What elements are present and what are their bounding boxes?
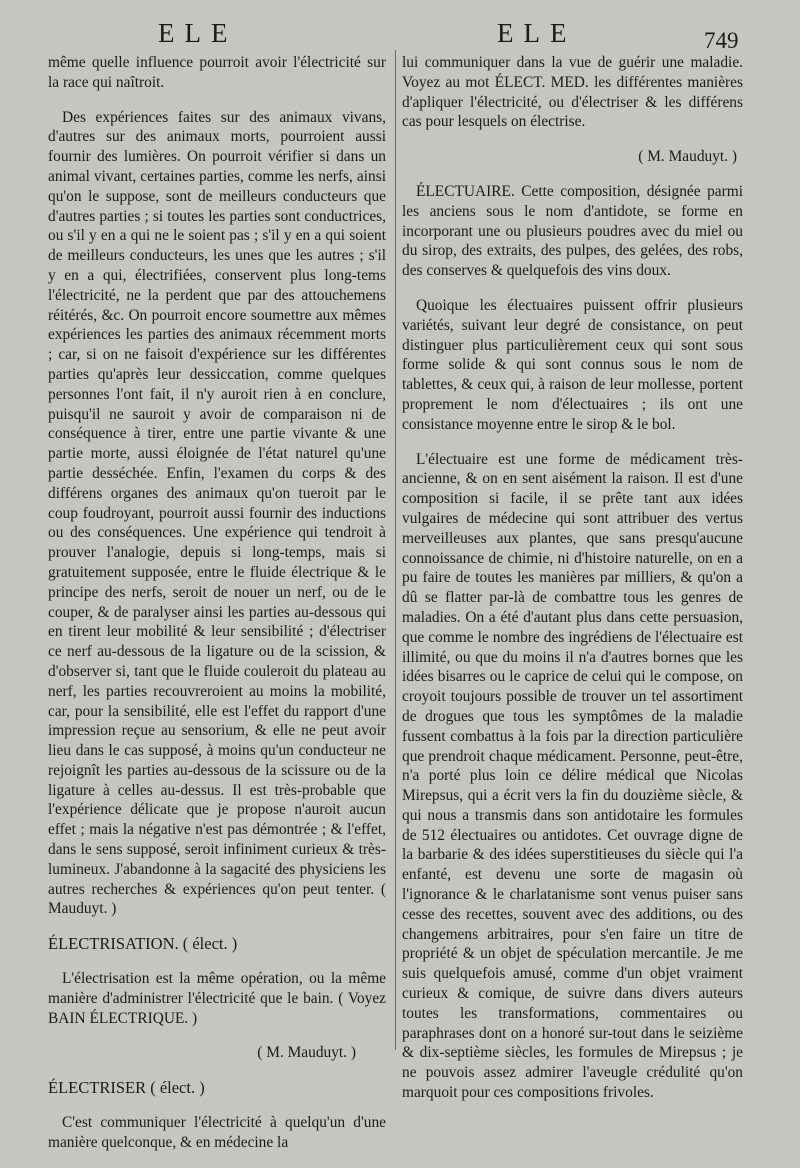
page-number: 749 <box>704 28 739 53</box>
right-column <box>402 53 743 1118</box>
heading-electrisation: ÉLECTRISATION. ( élect. ) <box>48 934 238 954</box>
paragraph-electriser-continued: lui communiquer dans la vue de guérir une maladie. Voyez au mot ÉLECT. MED. les différentes manières d'apliquer l'électricité, ou d'électriser & les différens cas pour lesquels on électrise. <box>402 54 743 131</box>
running-header-left: ELE <box>158 18 238 48</box>
signature-mauduyt-2: ( M. Mauduyt. ) <box>638 148 737 166</box>
paragraph-electuaire-histoire: L'électuaire est une forme de médicament très-ancienne, & on en sent aisément la raison. Il est d'une composition si facile, il se prête tant aux idées vulgaires de médecine qui sont attribuer des vertus merveilleuses aux plantes, que sans presqu'aucune connoissance de chimie, ni d'histoire naturelle, on en a pu faire de toutes les manières par milliers, & qu'on a dû se flatter par-là de combattre tous les genres de maladies. On a été d'autant plus dans cette persuasion, que comme le nombre des ingrédiens de l'électuaire est illimité, ou que du moins il n'a d'autres bornes que les idées bisarres ou le caprice de celui qui le compose, on croyoit toujours possible de trouver un tel assortiment de drogues que tous les symptômes de la maladie fussent combattus à la fois par la direction particulière que prendroit chaque médicament. Personne, peut-être, n'a porté plus loin ce délire médical que Nicolas Mirepsus, qui a écrit vers la fin du douzième siècle, & qui nous a transmis dans son antidotaire les formules de 512 électuaires ou antidotes. Cet ouvrage digne de la barbarie & des idées superstitieuses du siècle qui l'a enfanté, est devenu une sorte de magasin où l'ignorance & le charlatanisme sont venus puiser sans cesse des recettes, souvent avec des additions, ou des changemens arbitraires, pour s'en faire un titre de propriété & un objet de spéculation mercantile. Je me suis quelquefois amusé, comme d'un objet vraiment curieux & comique, de suivre dans divers auteurs toutes les transformations, commentaires ou paraphrases dont on a honoré sur-tout dans le seizième & dix-septième siècles, les formules de Mirepsus ; je ne pouvois assez admirer l'aveugle crédulité qu'on marquoit pour ces compositions frivoles. <box>402 450 743 1102</box>
column-divider <box>395 50 396 1050</box>
paragraph-electuaire-definition: ÉLECTUAIRE. Cette composition, désignée parmi les anciens sous le nom d'antidote, se forme en incorporant une ou plusieurs poudres avec du miel ou du sirop, des extraits, des pulpes, des gelées, des robs, des conserves & quelquefois des vins doux. <box>402 182 743 280</box>
left-column <box>48 53 386 1168</box>
paragraph-electrisation: L'électrisation est la même opération, ou la même manière d'administrer l'électricité que le bain. ( Voyez BAIN ÉLECTRIQUE. ) <box>48 970 386 1027</box>
heading-electriser: ÉLECTRISER ( élect. ) <box>48 1078 205 1098</box>
paragraph-experiences: Des expériences faites sur des animaux vivans, d'autres sur des animaux morts, pourroient aussi fournir des lumières. On pourroit vérifier si dans un animal vivant, certaines parties, comme les nerfs, ainsi qu'on le suppose, sont de meilleurs conducteurs que d'autres parties ; si toutes les parties sont conductrices, ou s'il y en a qui ne le soient pas ; s'il y en a qui soient de meilleurs conducteurs, les unes que les autres ; s'il y en a qui, électrifiées, conservent plus long-tems l'électricité, ne la perdent que par des attouchemens réitérés, &c. On pourroit encore soumettre aux mêmes expériences les parties des animaux récemment morts ; car, si on ne faisoit d'expérience sur les différentes parties qu'après leur dessiccation, comme quelques personnes l'ont fait, il n'y auroit rien à en conclure, puisqu'il ne sauroit y avoir de comparaison ni de conséquence à tirer, entre une partie vivante & une partie morte, aussi éloignée de l'état naturel qu'une partie desséchée. Enfin, l'examen du corps & des différens organes des animaux qu'on tueroit par le coup foudroyant, pourroit aussi fournir des inductions ou des conséquences. Une expérience qui tendroit à prouver l'analogie, depuis si long-temps, mais si gratuitement supposée, entre le fluide électrique & le principe des nerfs, seroit de nouer un nerf, ou de le couper, & de paralyser ainsi les parties au-dessous qui en tirent leur mobilité & leur sensibilité ; d'électriser ce nerf au-dessous de la ligature ou de la scission, & d'observer si, tant que le fluide couleroit du plateau au nerf, les parties recouvreroient au moins la mobilité, car, pour la sensibilité, elle est l'effet du rapport d'une impression reçue au sensorium, & elle ne peut avoir lieu dans le cas supposé, à moins qu'un conducteur ne rejoignît les parties au-dessous de la scissure ou de la ligature à celles au-dessus. Il est très-probable que l'expérience délicate que je propose n'auroit aucun effet ; mais la négative n'est pas démontrée ; & l'effet, dans le sens supposé, seroit infiniment curieux & très-lumineux. J'abandonne à la sagacité des physiciens les autres recherches & expériences qu'on peut tenter. ( Mauduyt. ) <box>48 108 386 918</box>
paragraph-electriser: C'est communiquer l'électricité à quelqu'un d'une manière quelconque, & en médecine la <box>48 1114 386 1151</box>
paragraph-continuation: même quelle influence pourroit avoir l'électricité sur la race qui naîtroit. <box>48 54 386 91</box>
paragraph-electuaire-varietes: Quoique les électuaires puissent offrir plusieurs variétés, suivant leur degré de consistance, on peut distinguer plus particulièrement ceux qui sont sous forme solide & qui sont connus sous le nom de tablettes, & ceux qui, à raison de leur mollesse, portent proprement le nom d'électuaires ; ils ont une consistance moyenne entre le sirop & le bol. <box>402 296 743 433</box>
running-header-right: ELE <box>497 18 577 48</box>
signature-mauduyt-1: ( M. Mauduyt. ) <box>257 1044 356 1062</box>
